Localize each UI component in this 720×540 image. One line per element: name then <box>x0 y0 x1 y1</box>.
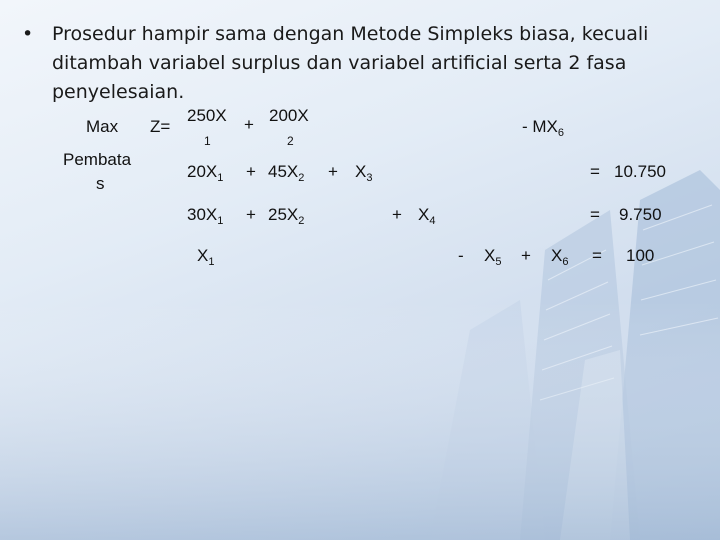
constraint1-term-a: $20X_1$ <box>187 162 224 184</box>
constraint2-term-b: $25X_2$ <box>268 205 305 227</box>
constraint3-term-a: $X_1$ <box>197 246 215 268</box>
constraint2-rhs: 9.750 <box>619 205 662 224</box>
constraint2-plus1: + <box>246 205 256 224</box>
constraint2-equals: = <box>590 205 600 224</box>
constraint3-equals: = <box>592 246 602 265</box>
constraint1-term-c: $X_3$ <box>355 162 373 184</box>
bullet-symbol: • <box>22 23 34 45</box>
objective-term1: 250X <box>187 106 227 125</box>
constraint3-rhs: 100 <box>626 246 655 265</box>
constraint3-plus: + <box>521 246 531 265</box>
bullet-text: Prosedur hampir sama dengan Metode Simpleks biasa, kecuali ditambah variabel surplus dan variabel artificial serta 2 fasa penyelesaian. <box>52 23 649 103</box>
constraint3-term-c: $X_6$ <box>551 246 569 268</box>
constraint3-term-b: $X_5$ <box>484 246 502 268</box>
objective-term1-subscript: 1 <box>204 134 211 148</box>
objective-term2: 200X <box>269 106 309 125</box>
constraint1-plus1: + <box>246 162 256 181</box>
constraint1-rhs: 10.750 <box>614 162 666 181</box>
constraint2-term-c: $X_4$ <box>418 205 436 227</box>
constraint2-term-a: $30X_1$ <box>187 205 224 227</box>
objective-term2-subscript: 2 <box>287 134 294 148</box>
bullet-paragraph <box>22 20 688 107</box>
z-label: Z= <box>150 117 171 136</box>
constraint2-plus2: + <box>392 205 402 224</box>
objective-term3: - $MX_6$ <box>522 117 565 139</box>
constraint1-plus2: + <box>328 162 338 181</box>
constraints-label-line2: s <box>96 174 105 193</box>
objective-plus: + <box>244 115 254 134</box>
constraint1-term-b: $45X_2$ <box>268 162 305 184</box>
constraint3-minus: - <box>458 246 464 265</box>
constraints-label-line1: Pembata <box>63 150 132 169</box>
max-label: Max <box>86 117 119 136</box>
constraint1-equals: = <box>590 162 600 181</box>
